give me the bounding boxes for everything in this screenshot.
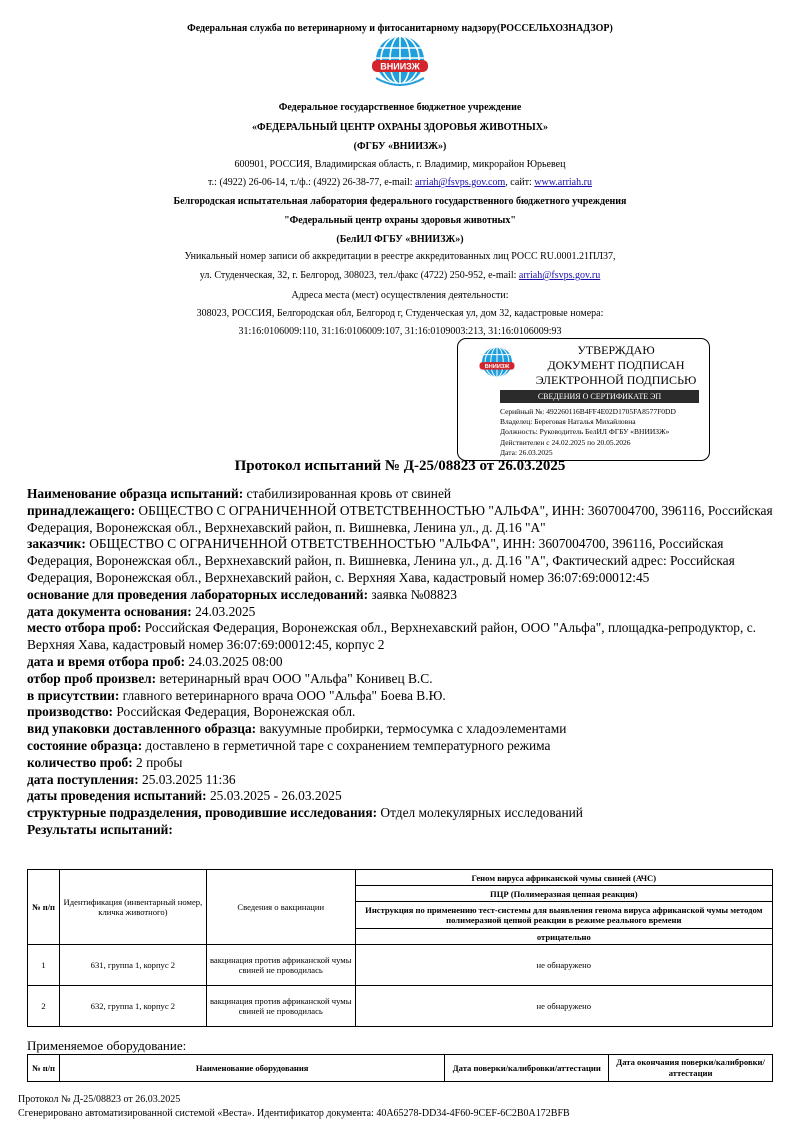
- org-site-link[interactable]: www.arriah.ru: [534, 177, 592, 188]
- field-production: производство: Российская Федерация, Воронежская обл.: [27, 704, 356, 720]
- equipment-label: Применяемое оборудование:: [27, 1038, 187, 1053]
- header-asf-genome: Геном вируса африканской чумы свиней (АЧС): [355, 870, 772, 886]
- field-sample-name: Наименование образца испытаний: стабилизированная кровь от свиней: [27, 486, 452, 501]
- field-packaging: вид упаковки доставленного образца: вакуумные пробирки, термосумка с хладоэлементами: [27, 721, 567, 737]
- row-id: 632, группа 1, корпус 2: [59, 986, 206, 1027]
- equip-col-name: Наименование оборудования: [59, 1055, 444, 1082]
- stamp-cert-header: СВЕДЕНИЯ О СЕРТИФИКАТЕ ЭП: [500, 390, 699, 403]
- stamp-logo: [472, 345, 522, 383]
- lab-name-line2: "Федеральный центр охраны здоровья животных": [284, 215, 516, 226]
- lab-email-link[interactable]: arriah@fsvps.gov.ru: [518, 270, 601, 281]
- stamp-serial: Серийный №: 492260116B4FF4E02D1705FA8577F0DD: [500, 407, 676, 416]
- vniizzh-logo: [360, 34, 440, 92]
- field-basis-date: дата документа основания: 24.03.2025: [27, 603, 256, 619]
- lab-address: [0, 269, 800, 282]
- stamp-esign: ЭЛЕКТРОННОЙ ПОДПИСЬЮ: [535, 373, 697, 387]
- stamp-owner: Владелец: Береговая Наталья Михайловна: [500, 417, 636, 426]
- stamp-logo-text: ВНИИЗЖ: [484, 364, 510, 371]
- row-vaccination: вакцинация против африканской чумы свиней не проводилась: [206, 945, 355, 986]
- e-signature-stamp: [457, 338, 710, 461]
- footer-protocol-number: Протокол № Д-25/08823 от 26.03.2025: [18, 1094, 181, 1105]
- footer-generated-by: Сгенерировано автоматизированной системой «Веста». Идентификатор документа: 40A65278-DD34-4F60-9CEF-6C2B0A172BFB: [18, 1108, 570, 1119]
- equipment-table: [27, 1054, 773, 1082]
- contacts-phones: т.: (4922) 26-06-14, т./ф.: (4922) 26-38-77, e-mail:: [208, 177, 416, 188]
- field-sample-count: количество проб: 2 пробы: [27, 754, 183, 770]
- site-prefix: , сайт:: [505, 177, 535, 188]
- row-result: не обнаружено: [355, 945, 772, 986]
- results-table: [27, 869, 773, 1027]
- field-receipt-date: дата поступления: 25.03.2025 11:36: [27, 771, 236, 787]
- field-test-dates: даты проведения испытаний: 25.03.2025 - 26.03.2025: [27, 788, 342, 804]
- equip-col-end-date: Дата окончания поверки/калибровки/аттестации: [609, 1055, 773, 1082]
- header-pcr: ПЦР (Полимеразная цепная реакция): [355, 886, 772, 902]
- field-customer: заказчик: ОБЩЕСТВО С ОГРАНИЧЕННОЙ ОТВЕТСТВЕННОСТЬЮ "АЛЬФА", ИНН: 3607004700, 396116, Российская Федерация, Воронежская обл., Верхнехавский район, п. Вишневка, Ленина ул., д. Д.16 "А", Фактический адрес: Российская Федерация, Воронежская обл., Верхнехавский район, с. Верхняя Хава, кадастровый номер 36:07:69:00012:45: [27, 536, 735, 585]
- table-row: [28, 986, 773, 1027]
- field-sampling-time: дата и время отбора проб: 24.03.2025 08:00: [27, 653, 283, 669]
- activity-title: Адреса места (мест) осуществления деятельности:: [291, 290, 509, 301]
- equip-col-date: Дата поверки/калибровки/аттестации: [445, 1055, 609, 1082]
- stamp-valid: Действителен с 24.02.2025 по 20.05.2026: [500, 438, 631, 447]
- activity-address: 308023, РОССИЯ, Белгородская обл, Белгород г, Студенческая ул, дом 32, кадастровые номера:: [196, 308, 604, 319]
- stamp-approve: УТВЕРЖДАЮ: [577, 343, 655, 357]
- table-row: [28, 945, 773, 986]
- protocol-title: Протокол испытаний № Д-25/08823 от 26.03.2025: [234, 458, 566, 474]
- cadastral-numbers: 31:16:0106009:110, 31:16:0106009:107, 31:16:0109003:213, 31:16:0106009:93: [238, 326, 562, 337]
- field-presence: в присутствии: главного ветеринарного врача ООО "Альфа" Боева В.Ю.: [27, 687, 446, 703]
- table-header-row: [28, 1055, 773, 1082]
- stamp-date: Дата: 26.03.2025: [500, 448, 553, 457]
- org-address: 600901, РОССИЯ, Владимирская область, г. Владимир, микрорайон Юрьевец: [234, 159, 566, 170]
- field-sampler: отбор проб произвел: ветеринарный врач ООО "Альфа" Конивец В.С.: [27, 670, 433, 686]
- header-norm: отрицательно: [355, 929, 772, 945]
- col-num-header: № п/п: [28, 870, 60, 945]
- field-basis: основание для проведения лабораторных исследований: заявка №08823: [27, 586, 457, 602]
- lab-short-name: (БелИЛ ФГБУ «ВНИИЗЖ»): [336, 234, 464, 245]
- lab-address-text: ул. Студенческая, 32, г. Белгород, 308023, тел./факс (4722) 250-952, e-mail:: [199, 270, 519, 281]
- row-id: 631, группа 1, корпус 2: [59, 945, 206, 986]
- field-department: структурные подразделения, проводившие исследования: Отдел молекулярных исследований: [27, 805, 583, 821]
- col-vaccination-header: Сведения о вакцинации: [206, 870, 355, 945]
- logo-text: ВНИИЗЖ: [380, 61, 420, 72]
- field-sampling-place: место отбора проб: Российская Федерация, Воронежская обл., Верхнехавский район, ООО "Альфа", площадка-репродуктор, с. Верхняя Хава, кадастровый номер 36:07:69:00012:45, корпус 2: [27, 620, 756, 653]
- accreditation-line: Уникальный номер записи об аккредитации в реестре аккредитованных лиц РОСС RU.0001.21ПЛ37,: [184, 251, 616, 262]
- agency-title: Федеральная служба по ветеринарному и фитосанитарному надзору(РОССЕЛЬХОЗНАДЗОР): [187, 23, 613, 34]
- org-short-name: (ФГБУ «ВНИИЗЖ»): [353, 141, 447, 152]
- row-num: 1: [28, 945, 60, 986]
- org-type: Федеральное государственное бюджетное учреждение: [278, 102, 522, 113]
- org-contacts: [0, 176, 800, 189]
- header-instruction: Инструкция по применению тест-системы для выявления генома вируса африканской чумы методом полимеразной цепной реакции в режиме реального времени: [355, 902, 772, 929]
- row-num: 2: [28, 986, 60, 1027]
- row-result: не обнаружено: [355, 986, 772, 1027]
- field-condition: состояние образца: доставлено в герметичной таре с сохранением температурного режима: [27, 737, 551, 753]
- org-name: «ФЕДЕРАЛЬНЫЙ ЦЕНТР ОХРАНЫ ЗДОРОВЬЯ ЖИВОТНЫХ»: [252, 122, 548, 133]
- equip-col-num: № п/п: [28, 1055, 60, 1082]
- lab-name-line1: Белгородская испытательная лаборатория федерального государственного бюджетного учреждения: [173, 196, 627, 207]
- results-heading: Результаты испытаний:: [27, 821, 173, 837]
- row-vaccination: вакцинация против африканской чумы свиней не проводилась: [206, 986, 355, 1027]
- stamp-position: Должность: Руководитель БелИЛ ФГБУ «ВНИИЗЖ»: [500, 427, 670, 436]
- table-header-row: [28, 870, 773, 886]
- col-id-header: Идентификация (инвентарный номер, кличка животного): [59, 870, 206, 945]
- sample-info: [27, 486, 777, 839]
- stamp-signed: ДОКУМЕНТ ПОДПИСАН: [547, 358, 685, 372]
- field-owner: принадлежащего: ОБЩЕСТВО С ОГРАНИЧЕННОЙ ОТВЕТСТВЕННОСТЬЮ "АЛЬФА", ИНН: 3607004700, 396116, Российская Федерация, Воронежская обл., Верхнехавский район, п. Вишневка, Ленина ул., д. Д.16 "А": [27, 502, 773, 535]
- org-email-link[interactable]: arriah@fsvps.gov.com: [415, 177, 506, 188]
